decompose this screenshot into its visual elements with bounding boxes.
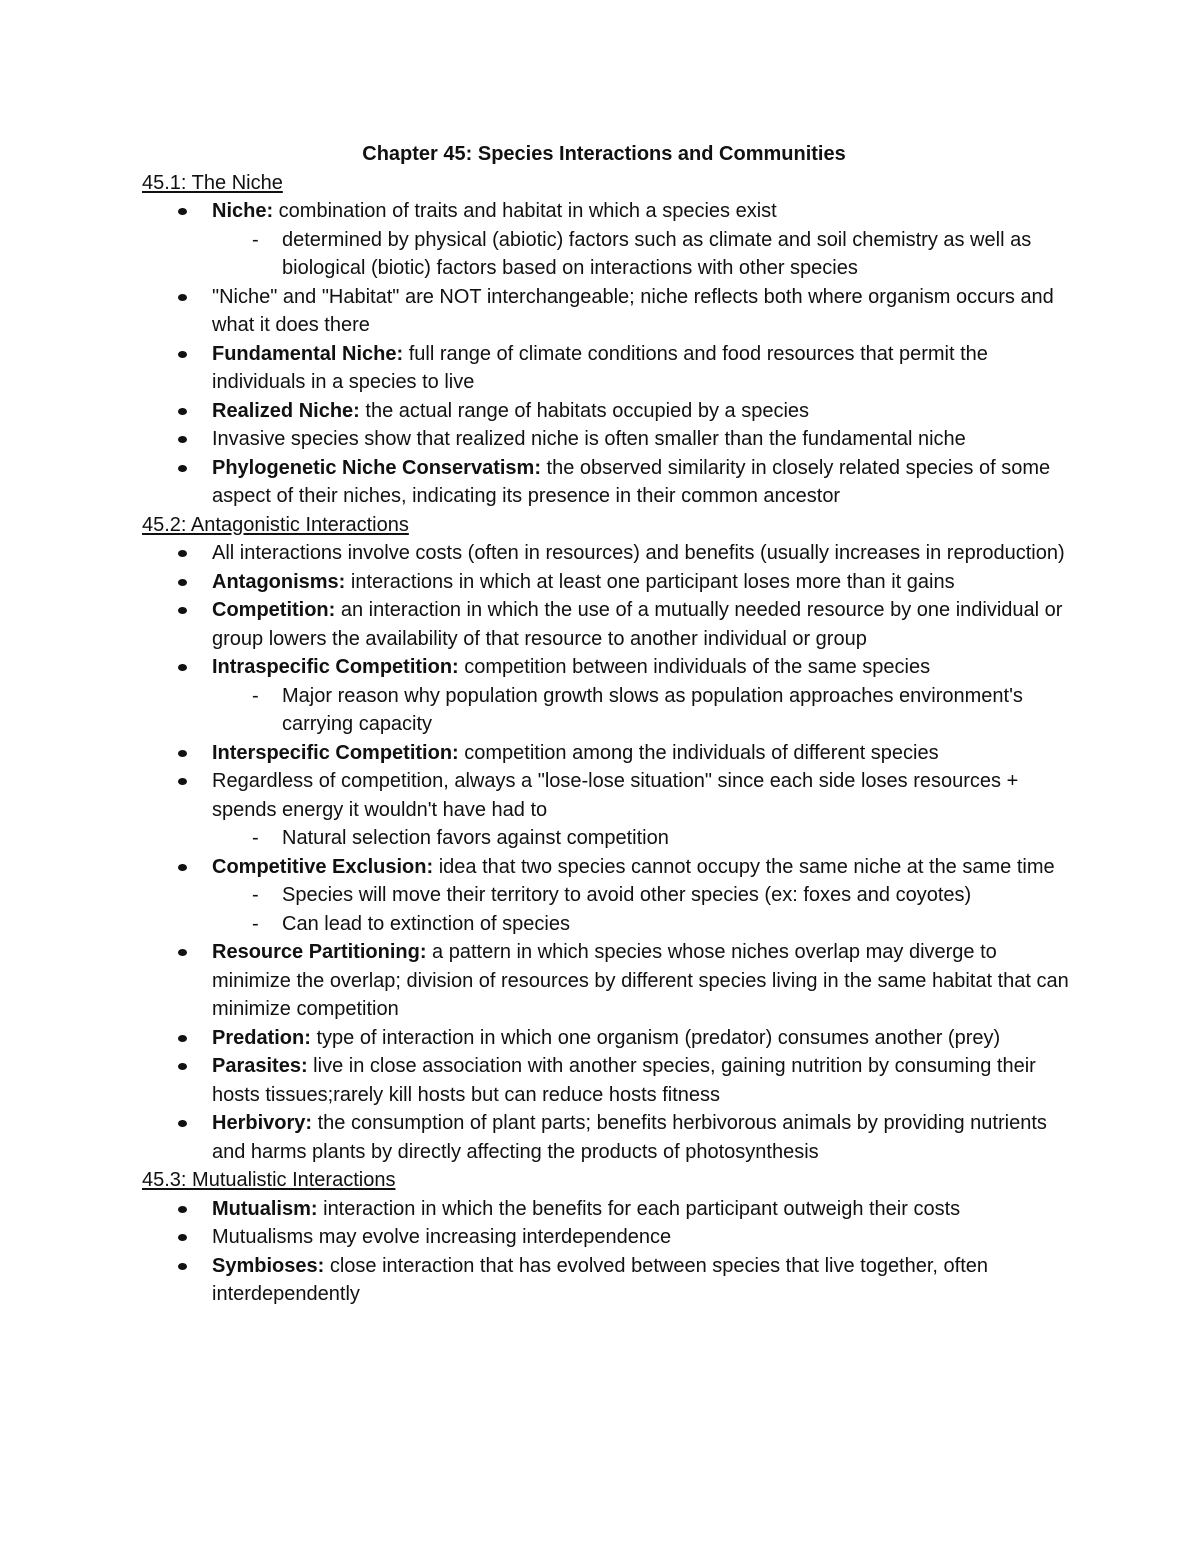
term: Realized Niche:: [212, 399, 360, 422]
section: [142, 1166, 1072, 1309]
bullet-icon: [178, 351, 187, 358]
definition-text: close interaction that has evolved between species that live together, often interdependently: [212, 1254, 989, 1305]
term: Competition:: [212, 599, 336, 621]
document-title: Chapter 45: Species Interactions and Communities: [362, 143, 846, 165]
document-body: [142, 140, 1072, 1309]
bullet-icon: [178, 1263, 187, 1270]
sub-list-item: [212, 226, 1072, 283]
list-item: [142, 767, 1072, 853]
definition-text: the consumption of plant parts; benefits herbivorous animals by providing nutrients and harms plants by directly affecting the products of photosynthesis: [212, 1112, 1047, 1163]
dash-marker-icon: -: [252, 884, 259, 906]
bullet-icon: [178, 949, 187, 956]
definition-text: All interactions involve costs (often in resources) and benefits (usually increases in reproduction): [212, 542, 1065, 564]
definition-text: interaction in which the benefits for each participant outweigh their costs: [317, 1197, 961, 1220]
term: Predation:: [212, 1026, 311, 1049]
bullet-icon: [178, 1063, 187, 1070]
list-item: [142, 596, 1072, 653]
section-heading: 45.3: Mutualistic Interactions: [142, 1169, 396, 1191]
definition-text: competition among the individuals of different species: [458, 741, 939, 764]
bullet-icon: [178, 1035, 187, 1042]
list-item: [142, 397, 1072, 426]
list-item: [142, 853, 1072, 939]
sub-item-text: Natural selection favors against competition: [282, 827, 669, 849]
sub-list: [212, 682, 1072, 739]
bullet-icon: [178, 579, 187, 586]
definition-text: interactions in which at least one participant loses more than it gains: [345, 570, 955, 593]
dash-marker-icon: -: [252, 684, 259, 707]
bullet-icon: [178, 208, 187, 215]
term: Herbivory:: [212, 1112, 313, 1134]
term: Parasites:: [212, 1055, 308, 1077]
sub-item-text: Major reason why population growth slows as population approaches environment's carrying capacity: [282, 684, 1023, 735]
definition-text: live in close association with another species, gaining nutrition by consuming their hosts tissues;rarely kill hosts but can reduce hosts fitness: [212, 1055, 1036, 1106]
bullet-icon: [178, 607, 187, 614]
section: [142, 169, 1072, 511]
definition-text: competition between individuals of the same species: [458, 656, 931, 678]
bullet-list: [142, 1195, 1072, 1309]
sub-list-item: [212, 682, 1072, 739]
term: Competitive Exclusion:: [212, 855, 434, 878]
dash-marker-icon: -: [252, 228, 259, 251]
bullet-icon: [178, 408, 187, 415]
bullet-icon: [178, 436, 187, 443]
term: Niche:: [212, 200, 274, 222]
dash-marker-icon: -: [252, 827, 259, 849]
list-item: [142, 283, 1072, 340]
bullet-icon: [178, 1120, 187, 1127]
list-item: [142, 425, 1072, 454]
definition-text: "Niche" and "Habitat" are NOT interchangeable; niche reflects both where organism occurs and what it does there: [212, 285, 1054, 336]
list-item: [142, 1052, 1072, 1109]
list-item: [142, 1223, 1072, 1252]
bullet-icon: [178, 1206, 187, 1213]
list-item: [142, 454, 1072, 511]
bullet-icon: [178, 778, 187, 785]
section-heading: 45.2: Antagonistic Interactions: [142, 513, 409, 536]
bullet-icon: [178, 664, 187, 671]
term: Symbioses:: [212, 1254, 325, 1277]
sub-list: [212, 824, 1072, 853]
sub-list-item: [212, 824, 1072, 853]
list-item: [142, 938, 1072, 1024]
sub-list: [212, 226, 1072, 283]
bullet-icon: [178, 1234, 187, 1241]
definition-text: type of interaction in which one organism (predator) consumes another (prey): [310, 1026, 1001, 1049]
definition-text: Regardless of competition, always a "lose-lose situation" since each side loses resources + spends energy it wouldn't have had to: [212, 770, 1019, 821]
definition-text: Invasive species show that realized niche is often smaller than the fundamental niche: [212, 428, 966, 450]
sub-item-text: Species will move their territory to avoid other species (ex: foxes and coyotes): [282, 884, 972, 906]
list-item: [142, 539, 1072, 568]
bullet-icon: [178, 294, 187, 301]
list-item: [142, 1252, 1072, 1309]
definition-text: idea that two species cannot occupy the same niche at the same time: [433, 855, 1055, 878]
bullet-list: [142, 197, 1072, 511]
term: Intraspecific Competition:: [212, 656, 459, 678]
dash-marker-icon: -: [252, 912, 259, 935]
list-item: [142, 340, 1072, 397]
term: Fundamental Niche:: [212, 342, 404, 365]
sub-list-item: [212, 881, 1072, 910]
definition-text: the actual range of habitats occupied by a species: [359, 399, 810, 422]
bullet-icon: [178, 864, 187, 871]
term: Interspecific Competition:: [212, 741, 459, 764]
bullet-icon: [178, 750, 187, 757]
definition-text: an interaction in which the use of a mutually needed resource by one individual or group lowers the availability of that resource to another individual or group: [212, 599, 1063, 650]
sub-item-text: Can lead to extinction of species: [282, 912, 570, 935]
definition-text: Mutualisms may evolve increasing interdependence: [212, 1226, 672, 1248]
sub-item-text: determined by physical (abiotic) factors such as climate and soil chemistry as well as biological (biotic) factors based on interactions with other species: [282, 228, 1032, 279]
bullet-icon: [178, 465, 187, 472]
term: Mutualism:: [212, 1197, 318, 1220]
list-item: [142, 1109, 1072, 1166]
list-item: [142, 568, 1072, 597]
definition-text: the observed similarity in closely related species of some aspect of their niches, indicating its presence in their common ancestor: [212, 456, 1051, 507]
definition-text: a pattern in which species whose niches overlap may diverge to minimize the overlap; division of resources by different species living in the same habitat that can minimize competition: [212, 941, 1069, 1020]
term: Antagonisms:: [212, 570, 346, 593]
definition-text: full range of climate conditions and food resources that permit the individuals in a species to live: [212, 342, 988, 393]
sub-list-item: [212, 910, 1072, 939]
bullet-icon: [178, 550, 187, 557]
list-item: [142, 197, 1072, 283]
term: Phylogenetic Niche Conservatism:: [212, 456, 541, 479]
list-item: [142, 653, 1072, 739]
list-item: [142, 739, 1072, 768]
section-heading: 45.1: The Niche: [142, 171, 283, 194]
list-item: [142, 1195, 1072, 1224]
sections-container: [142, 169, 1072, 1309]
definition-text: combination of traits and habitat in which a species exist: [273, 200, 777, 222]
section: [142, 511, 1072, 1167]
term: Resource Partitioning:: [212, 941, 427, 963]
list-item: [142, 1024, 1072, 1053]
bullet-list: [142, 539, 1072, 1166]
sub-list: [212, 881, 1072, 938]
